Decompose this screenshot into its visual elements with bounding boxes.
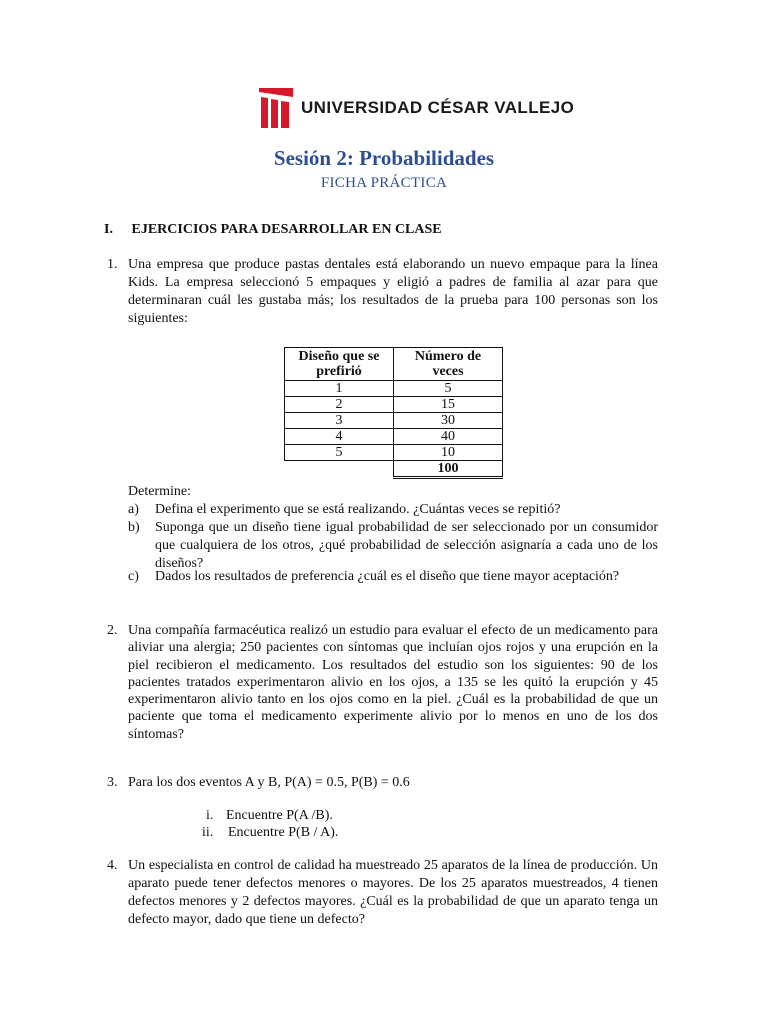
table-blank-cell	[285, 461, 394, 478]
table-total-row	[285, 461, 503, 478]
section-number: I.	[104, 222, 113, 237]
list-item	[128, 519, 658, 573]
section-heading	[104, 222, 442, 238]
university-logo	[259, 88, 574, 128]
preference-table	[284, 347, 503, 479]
question-2-number: 2.	[107, 623, 118, 638]
question-3-number: 3.	[107, 775, 118, 790]
page-title: Sesión 2: Probabilidades	[273, 146, 495, 170]
question-3-text: Para los dos eventos A y B, P(A) = 0.5, P(B) = 0.6	[128, 775, 410, 790]
table-cell: 10	[394, 445, 503, 461]
item-text: Dados los resultados de preferencia ¿cuál es el diseño que tiene mayor aceptación?	[155, 569, 620, 584]
table-cell: 4	[285, 429, 394, 445]
question-1-number: 1.	[107, 257, 118, 272]
table-row	[285, 381, 503, 397]
sub-item-text: Encuentre P(A /B).	[226, 808, 333, 823]
table-cell: 3	[285, 413, 394, 429]
list-item	[128, 501, 658, 519]
question-1-text: Una empresa que produce pastas dentales está elaborando un nuevo empaque para la línea Kids. La empresa seleccionó 5 empaques y eligió a padres de familia al azar para que determinaran cuál les gustaba más; los resultados de la prueba para 100 personas son los siguientes:	[128, 257, 658, 326]
table-row	[285, 429, 503, 445]
table-row	[285, 397, 503, 413]
ucv-emblem-icon	[259, 88, 293, 128]
table-cell: 30	[394, 413, 503, 429]
item-label: c)	[128, 569, 139, 584]
table-cell: 5	[285, 445, 394, 461]
table-row	[285, 413, 503, 429]
table-row	[285, 445, 503, 461]
table-cell: 1	[285, 381, 394, 397]
list-item	[128, 568, 658, 586]
determine-label: Determine:	[128, 484, 191, 499]
item-text: Suponga que un diseño tiene igual probabilidad de ser seleccionado por un consumidor que cualquiera de los otros, ¿qué probabilidad de selección asignaría a cada uno de los diseños?	[155, 520, 658, 571]
table-cell: 40	[394, 429, 503, 445]
item-label: a)	[128, 502, 139, 517]
table-header-count: Número de veces	[394, 348, 503, 381]
table-header-design: Diseño que se prefirió	[285, 348, 394, 381]
item-text: Defina el experimento que se está realizando. ¿Cuántas veces se repitió?	[155, 502, 561, 517]
sub-item-label: ii.	[202, 825, 214, 840]
question-4-text: Un especialista en control de calidad ha muestreado 25 aparatos de la línea de producción. Un aparato puede tener defectos menores o mayores. De los 25 aparatos muestreados, 4 tienen defectos menores y 2 defectos mayores. ¿Cuál es la probabilidad de que un aparato tenga un defecto mayor, dado que tiene un defecto?	[128, 858, 658, 927]
table-total: 100	[394, 461, 503, 478]
item-label: b)	[128, 520, 140, 535]
table-header-row	[285, 348, 503, 381]
section-title: EJERCICIOS PARA DESARROLLAR EN CLASE	[131, 222, 442, 237]
page-subtitle: FICHA PRÁCTICA	[320, 175, 448, 191]
table-cell: 2	[285, 397, 394, 413]
table-cell: 5	[394, 381, 503, 397]
sub-item-text: Encuentre P(B / A).	[228, 825, 339, 840]
university-name: UNIVERSIDAD CÉSAR VALLEJO	[301, 98, 575, 117]
question-4-number: 4.	[107, 858, 118, 873]
sub-item-label: i.	[206, 808, 214, 823]
question-2-text: Una compañía farmacéutica realizó un estudio para evaluar el efecto de un medicamento para aliviar una alergia; 250 pacientes con síntomas que incluían ojos rojos y una erupción en la piel recibieron el medicamento. Los resultados del estudio son los siguientes: 90 de los pacientes tratados experimentaron alivio en los ojos, a 135 se les quitó la erupción y 45 experimentaron alivio tanto en los ojos como en la piel. ¿Cuál es la probabilidad de que un paciente que toma el medicamento experimente alivio por lo menos en uno de los dos síntomas?	[128, 623, 658, 742]
table-cell: 15	[394, 397, 503, 413]
